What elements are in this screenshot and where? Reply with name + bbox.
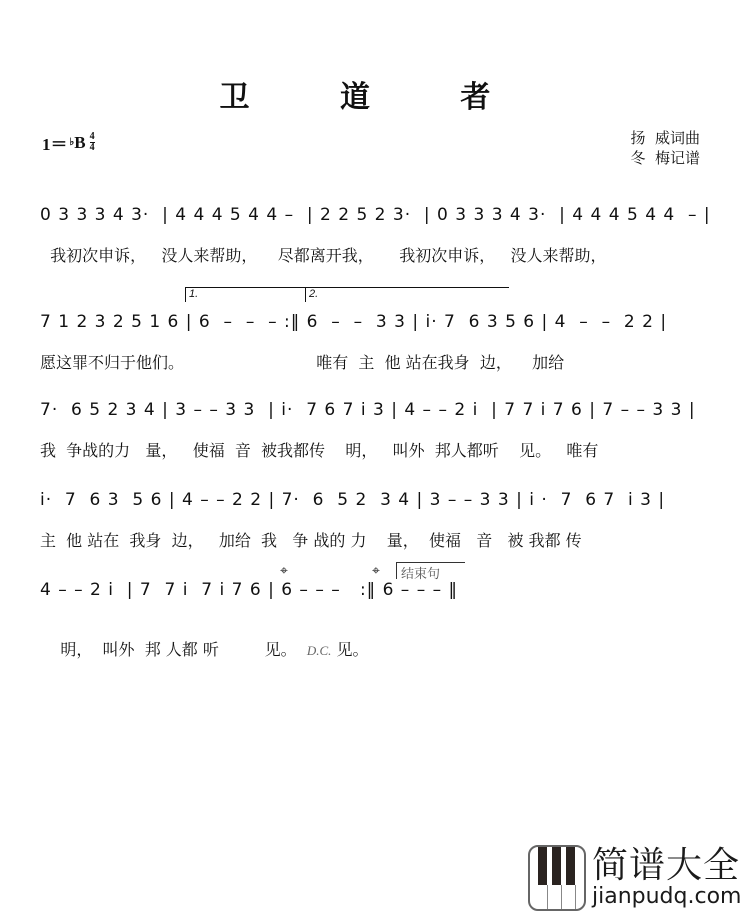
time-denominator: 4 xyxy=(89,142,95,153)
volta-first-ending: 1. xyxy=(185,287,309,302)
credits xyxy=(630,128,700,168)
score-title: 卫 道 者 xyxy=(219,80,531,115)
lyrics-line-5 xyxy=(40,618,710,679)
lyrics-line-5-end: 见。 xyxy=(331,640,369,659)
flat-symbol: ♭ xyxy=(69,137,75,148)
piano-keys-icon xyxy=(528,845,586,911)
transcriber-credit: 冬 梅记谱 xyxy=(630,149,700,167)
notes-line-1: 0 3 3 3 4 3· | 4 4 4 5 4 4 – | 2 2 5 2 3· | 0 3 3 3 4 3· | 4 4 4 5 4 4 – | xyxy=(40,205,711,225)
key-note: B xyxy=(74,132,86,152)
lyrics-line-3: 我 争战的力 量， 使福 音 被我都传 明， 叫外 邦人都听 见。 唯有 xyxy=(40,441,599,460)
notes-line-2: 7 1 2 3 2 5 1 6 | 6 – – – :‖ 6 – – 3 3 | i· 7 6 3 5 6 | 4 – – 2 2 | xyxy=(40,312,668,332)
key-signature xyxy=(42,130,95,155)
lyrics-line-2: 愿这罪不归于他们。 唯有 主 他 站在我身 边， 加给 xyxy=(40,353,565,372)
time-signature xyxy=(90,132,95,153)
logo-chinese-text: 简谱大全 xyxy=(592,845,741,886)
volta-second-ending: 2. xyxy=(305,287,509,302)
site-logo xyxy=(528,845,741,911)
notes-line-5: 4 – – 2 i | 7 7 i 7 i 7 6 | 6 – – – :‖ 6 – – – ‖ xyxy=(40,580,459,600)
notes-line-3: 7· 6 5 2 3 4 | 3 – – 3 3 | i· 7 6 7 i 3 | 4 – – 2 i | 7 7 i 7 6 | 7 – – 3 3 | xyxy=(40,400,696,420)
notes-line-4: i· 7 6 3 5 6 | 4 – – 2 2 | 7· 6 5 2 3 4 | 3 – – 3 3 | i · 7 6 7 i 3 | xyxy=(40,490,666,510)
time-numerator: 4 xyxy=(89,131,95,142)
coda-icon-2: ⌖ xyxy=(372,562,380,578)
lyrics-line-4: 主 他 站在 我身 边， 加给 我 争 战的 力 量， 使福 音 被 我都 传 xyxy=(40,531,582,550)
composer-credit: 扬 威词曲 xyxy=(630,129,700,147)
ending-label: 结束句 xyxy=(396,562,465,579)
coda-icon: ⌖ xyxy=(280,562,288,578)
lyrics-line-1: 我初次申诉， 没人来帮助， 尽都离开我， 我初次申诉， 没人来帮助， xyxy=(40,246,607,265)
da-capo-mark: D.C. xyxy=(306,643,332,658)
key-label: 1＝ xyxy=(42,135,68,154)
lyrics-line-5-text: 明， 叫外 邦 人都 听 见。 xyxy=(60,640,307,659)
logo-url-text: jianpudq.com xyxy=(592,884,742,909)
